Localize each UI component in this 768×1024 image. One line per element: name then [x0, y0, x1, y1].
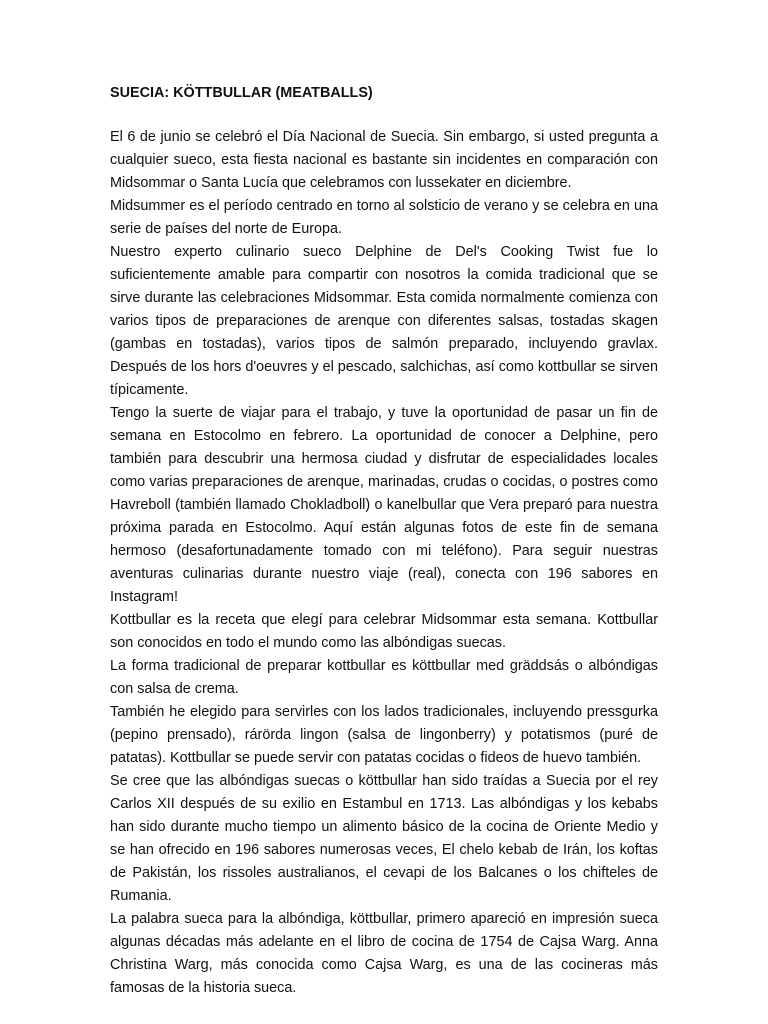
paragraph-traditional-way: La forma tradicional de preparar kottbullar es köttbullar med gräddsás o albóndigas con salsa de crema. — [110, 658, 658, 697]
paragraph-sides: También he elegido para servirles con los lados tradicionales, incluyendo pressgurka (pepino prensado), rárörda lingon (salsa de lingonberry) y potatismos (puré de patatas). Kottbullar se puede servir con patatas cocidas o fideos de huevo también. — [110, 704, 658, 766]
paragraph-cajsa-warg: La palabra sueca para la albóndiga, köttbullar, primero apareció en impresión sueca algunas décadas más adelante en el libro de cocina de 1754 de Cajsa Warg. Anna Christina Warg, más conocida como Cajsa Warg, es una de las cocineras más famosas de la historia sueca. — [110, 911, 658, 996]
paragraph-traditional-meal: Nuestro experto culinario sueco Delphine de Del's Cooking Twist fue lo suficientemente amable para compartir con nosotros la comida tradicional que se sirve durante las celebraciones Midsommar. Esta comida normalmente comienza con varios tipos de preparaciones de arenque con diferentes salsas, tostadas skagen (gambas en tostadas), varios tipos de salmón preparado, incluyendo gravlax. Después de los hors d'oeuvres y el pescado, salchichas, así como kottbullar se sirven típicamente. — [110, 244, 658, 398]
paragraph-recipe-choice: Kottbullar es la receta que elegí para celebrar Midsommar esta semana. Kottbullar son conocidos en todo el mundo como las albóndigas suecas. — [110, 612, 658, 651]
paragraph-stockholm-trip: Tengo la suerte de viajar para el trabajo, y tuve la oportunidad de pasar un fin de semana en Estocolmo en febrero. La oportunidad de conocer a Delphine, pero también para descubrir una hermosa ciudad y disfrutar de especialidades locales como varias preparaciones de arenque, marinadas, crudas o cocidas, o postres como Havreboll (también llamado Chokladboll) o kanelbullar que Vera preparó para nuestra próxima parada en Estocolmo. Aquí están algunas fotos de este fin de semana hermoso (desafortunadamente tomado con mi teléfono). Para seguir nuestras aventuras culinarias durante nuestro viaje (real), conecta con 196 sabores en Instagram! — [110, 405, 658, 605]
paragraph-national-day: El 6 de junio se celebró el Día Nacional de Suecia. Sin embargo, si usted pregunta a cualquier sueco, esta fiesta nacional es bastante sin incidentes en comparación con Midsommar o Santa Lucía que celebramos con lussekater en diciembre. — [110, 129, 658, 191]
paragraph-history: Se cree que las albóndigas suecas o köttbullar han sido traídas a Suecia por el rey Carlos XII después de su exilio en Estambul en 1713. Las albóndigas y los kebabs han sido durante mucho tiempo un alimento básico de la cocina de Oriente Medio y se han ofrecido en 196 sabores numerosas veces, El chelo kebab de Irán, los koftas de Pakistán, los rissoles australianos, el cevapi de los Balcanes o los chifteles de Rumania. — [110, 773, 658, 904]
document-title: SUECIA: KÖTTBULLAR (MEATBALLS) — [110, 85, 373, 101]
document-page — [110, 82, 658, 1000]
paragraph-midsummer: Midsummer es el período centrado en torno al solsticio de verano y se celebra en una serie de países del norte de Europa. — [110, 198, 658, 237]
